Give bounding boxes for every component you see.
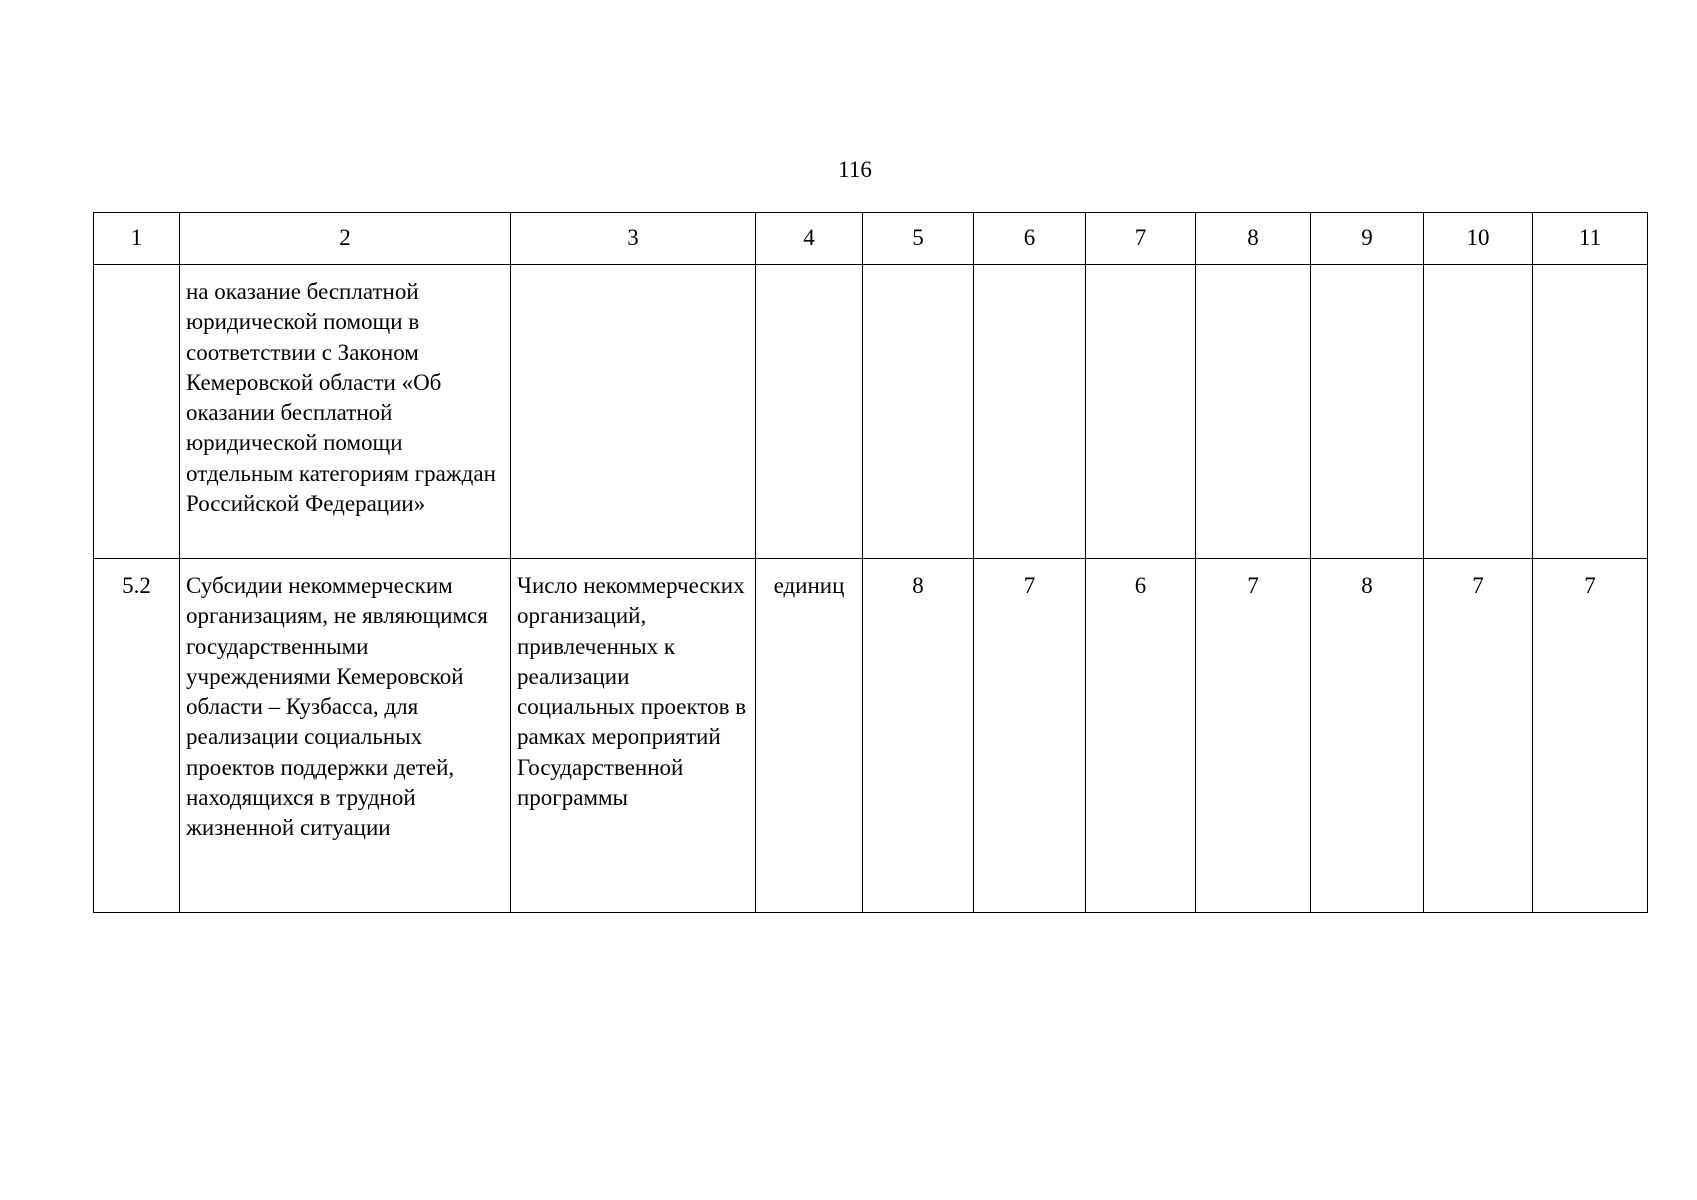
indicators-table <box>93 212 1648 913</box>
page-number: 116 <box>838 157 872 182</box>
column-header: 5 <box>863 213 974 265</box>
table-cell: Субсидии некоммерческим организациям, не являющимся государственными учреждениями Кемеровской области – Кузбасса, для реализации социальных проектов поддержки детей, находящихся в трудной жизненной ситуации <box>180 559 511 913</box>
table-cell: 6 <box>1086 559 1196 913</box>
column-header: 8 <box>1196 213 1311 265</box>
table-cell: 8 <box>1311 559 1424 913</box>
table-cell: 8 <box>863 559 974 913</box>
table-header-row <box>94 213 1648 265</box>
table-cell: Число некоммерческих организаций, привлеченных к реализации социальных проектов в рамках мероприятий Государственной программы <box>511 559 756 913</box>
table-cell: на оказание бесплатной юридической помощи в соответствии с Законом Кемеровской области «Об оказании бесплатной юридической помощи отдельным категориям граждан Российской Федерации» <box>180 265 511 559</box>
table-cell <box>1533 265 1648 559</box>
column-header: 4 <box>756 213 863 265</box>
column-header: 1 <box>94 213 180 265</box>
column-header: 6 <box>974 213 1086 265</box>
table-cell: 7 <box>1424 559 1533 913</box>
table-cell <box>511 265 756 559</box>
column-header: 2 <box>180 213 511 265</box>
table-cell: единиц <box>756 559 863 913</box>
table-cell <box>94 265 180 559</box>
table-row <box>94 265 1648 559</box>
column-header: 10 <box>1424 213 1533 265</box>
table-cell <box>1086 265 1196 559</box>
table-row <box>94 559 1648 913</box>
table-cell: 7 <box>1196 559 1311 913</box>
table-cell: 7 <box>974 559 1086 913</box>
column-header: 11 <box>1533 213 1648 265</box>
table-cell <box>1424 265 1533 559</box>
table-cell <box>974 265 1086 559</box>
table-cell: 5.2 <box>94 559 180 913</box>
column-header: 7 <box>1086 213 1196 265</box>
table-cell <box>756 265 863 559</box>
table-cell: 7 <box>1533 559 1648 913</box>
table-cell <box>1311 265 1424 559</box>
table-cell <box>863 265 974 559</box>
column-header: 9 <box>1311 213 1424 265</box>
table-cell <box>1196 265 1311 559</box>
column-header: 3 <box>511 213 756 265</box>
